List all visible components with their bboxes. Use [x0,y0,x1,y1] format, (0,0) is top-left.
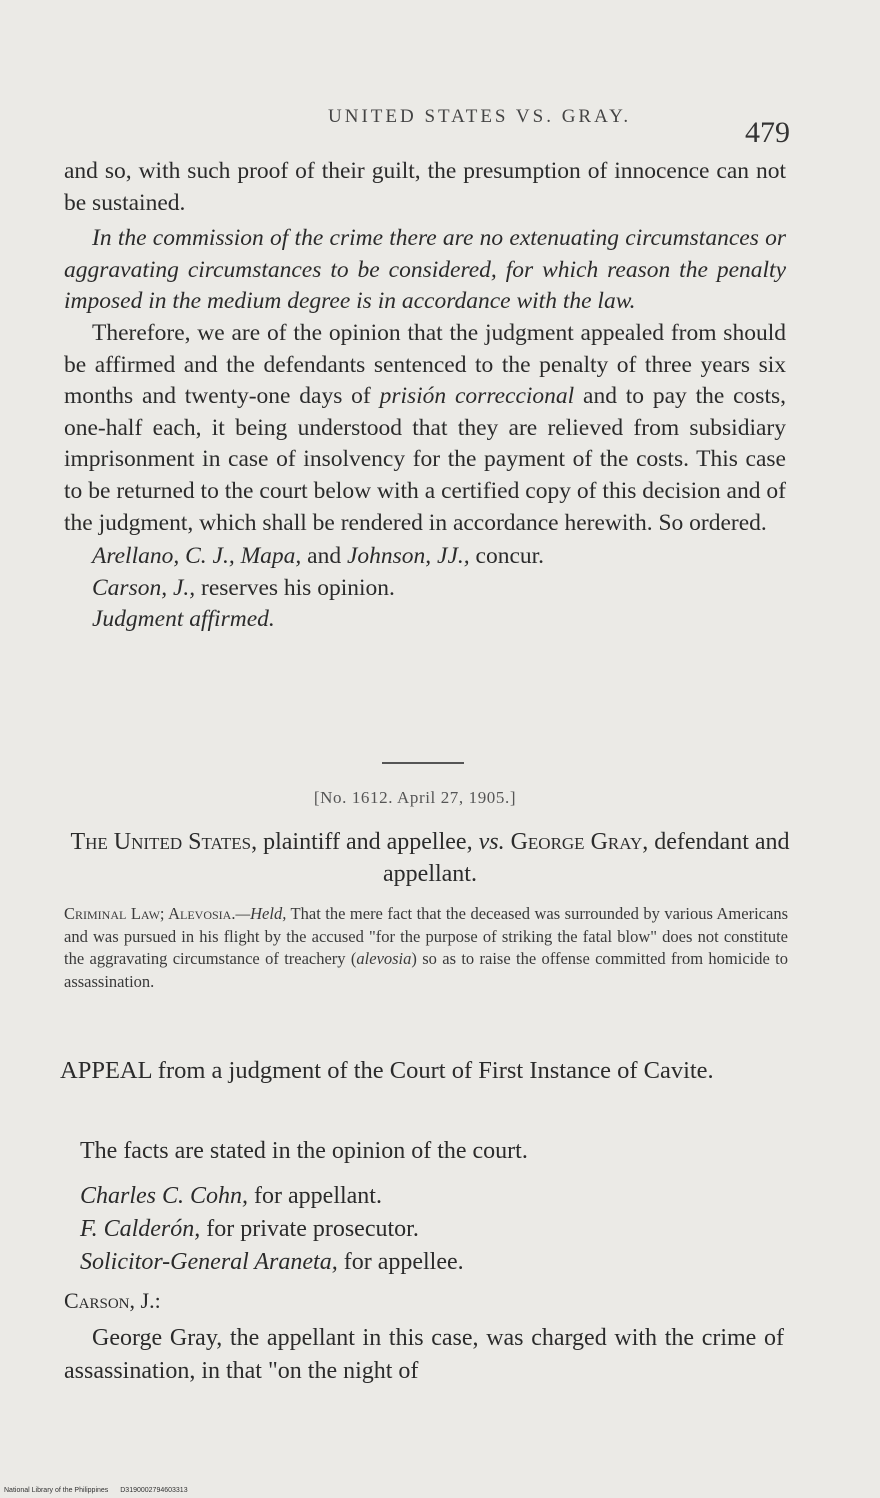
counsel-prosecutor [80,1213,800,1246]
counsel-role: for appellee. [337,1249,464,1275]
circumstances-text: In the commission of the crime there are no extenuating circumstances or aggravating circumstances to be considered, for which reason the penalty imposed in the medium degree is in accordance with the law. [64,225,786,315]
case-vs: vs. [478,829,505,855]
concurring-justices: Arellano, C. J., Mapa, [92,543,302,570]
paragraph-judgment [64,318,786,539]
opinion-opening: George Gray, the appellant in this case, was charged with the crime of assassination, in that "on the night of [64,1325,784,1384]
case-defendant-role: defendant and appellant. [383,829,790,887]
opinion-author: Carson, J.: [64,1288,161,1313]
counsel-role: for private prosecutor. [200,1216,419,1242]
counsel-name: Charles C. Cohn, [80,1183,249,1209]
counsel-appellant [80,1180,800,1213]
judgment-text-c: and to pay the costs, one-half each, it being understood that they are relieved from subsidiary imprisonment in case of insolvency for the payment of the costs. This case to be returned to the court below with a certified copy of this decision and of the judgment, which shall be rendered in accordance herewith. So ordered. [64,383,786,536]
continued-opinion [64,156,786,636]
syllabus-text-b: ) so as to raise the offense committed from homicide to assassination. [64,949,789,991]
document-id: D3190002794603313 [120,1487,188,1494]
case-title [70,826,790,890]
concur-and: and [301,543,347,570]
concurring-justice-johnson: Johnson, JJ., [346,543,470,570]
library-name: National Library of the Philippines [4,1487,109,1494]
reserving-justice: Carson, J., [92,574,196,601]
syllabus-alevosia: alevosia [356,949,412,969]
reservation-line [64,573,786,605]
case-number-line: [No. 1612. April 27, 1905.] [313,788,517,807]
appeal-statement: APPEAL from a judgment of the Court of First Instance of Cavite. [60,1057,714,1084]
running-title: UNITED STATES VS. GRAY. [328,106,632,127]
syllabus-heading: Criminal Law; Alevosia. [64,904,236,923]
counsel-appellee [80,1246,800,1279]
counsel-name: Solicitor-General Araneta, [80,1249,338,1275]
syllabus [64,903,788,993]
counsel-role: for appellant. [248,1183,382,1209]
paragraph-guilt: and so, with such proof of their guilt, the presumption of innocence can not be sustained. [64,158,786,216]
case-defendant: George Gray, [504,829,649,855]
section-divider [382,762,464,764]
case-plaintiff-role: plaintiff and appellee, [257,829,479,855]
page-header [60,98,790,149]
syllabus-held: —Held, [235,904,287,923]
judgment-affirmed: Judgment affirmed. [92,606,275,633]
counsel-name: F. Calderón, [80,1216,201,1242]
facts-statement: The facts are stated in the opinion of the court. [80,1138,528,1164]
page-footer [4,1487,198,1494]
concurrence-line [64,541,786,573]
counsel-list [80,1180,800,1279]
syllabus-text-a: That the mere fact that the deceased was surrounded by various Americans and was pursued in his flight by the accused "for the purpose of striking the fatal blow" does not constitute the aggravating circumstance of treachery ( [64,904,788,969]
judgment-text-a: Therefore, we are of the opinion that the judgment appealed from should be affirmed and the defendants sentenced to the penalty of three years six months and twenty-one days of [64,319,786,410]
concur-tail: concur. [469,543,545,570]
reserve-tail: reserves his opinion. [195,574,395,601]
page-number: 479 [745,116,790,149]
prision-correccional: prisión correccional [379,383,575,410]
case-plaintiff: The United States, [70,829,258,855]
paragraph-circumstances [64,223,786,318]
